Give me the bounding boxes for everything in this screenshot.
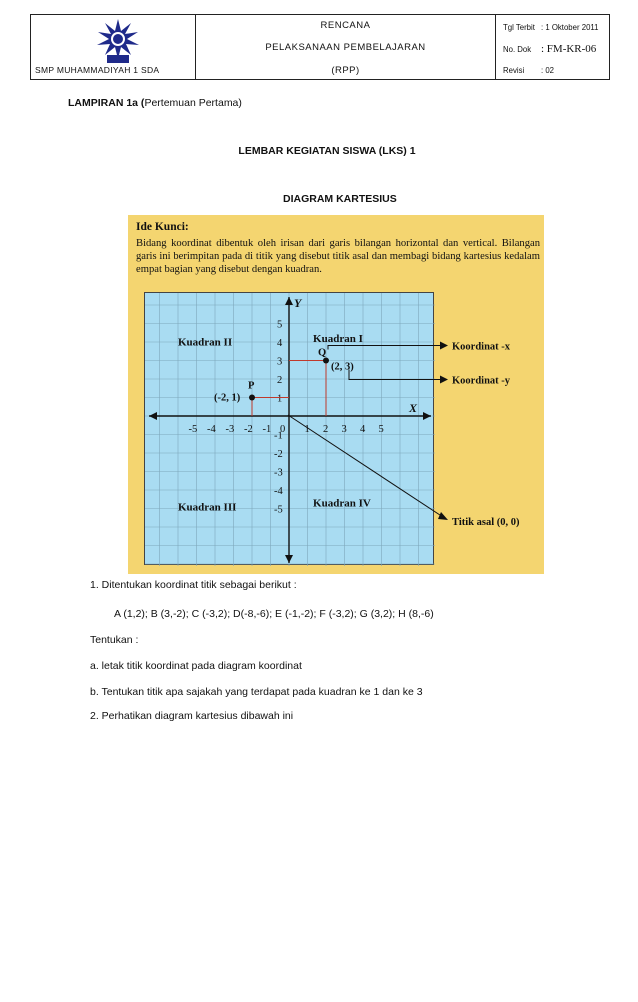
figure-callouts-svg (128, 215, 544, 574)
y-tick-label: 3 (277, 356, 283, 368)
section-title: DIAGRAM KARTESIUS (283, 193, 397, 205)
point-p-label: (-2, 1) (214, 392, 241, 404)
ide-kunci-text: Bidang koordinat dibentuk oleh irisan dari garis bilangan horizontal dan vertical. Bilangan garis ini berimpitan pada di titik yang disebut titik asal dan membagi bidang kartesius kedalam empat bagian yang disebut dengan kuadran. (136, 238, 540, 275)
x-tick-label: 0 (280, 424, 286, 435)
cartesian-figure (128, 215, 544, 574)
question-2: 2. Perhatikan diagram kartesius dibawah ini (90, 710, 294, 722)
y-tick-label: -4 (274, 486, 283, 497)
question-1: 1. Ditentukan koordinat titik sebagai berikut : (90, 579, 297, 591)
lampiran-rest: Pertemuan Pertama) (144, 97, 242, 109)
x-tick-label: 5 (378, 424, 384, 435)
x-tick-label: -3 (225, 424, 235, 435)
callout-x-line (328, 346, 446, 350)
ide-kunci-title: Ide Kunci: (136, 221, 189, 233)
lks-title-text: LEMBAR KEGIATAN SISWA (LKS) 1 (238, 145, 416, 157)
y-tick-label: 4 (277, 338, 283, 349)
question-1b: b. Tentukan titik apa sajakah yang terdapat pada kuadran ke 1 dan ke 3 (90, 686, 423, 698)
y-axis-label: Y (294, 296, 302, 310)
callout-origin-arrow-icon (438, 512, 448, 520)
meta-label: Revisi (503, 66, 525, 75)
lampiran-heading (68, 97, 242, 109)
document-header (30, 14, 610, 80)
x-axis-label: X (409, 401, 418, 415)
header-meta-cell (496, 15, 611, 79)
x-tick-label: -2 (244, 424, 253, 435)
school-logo-icon (93, 17, 143, 65)
x-tick-label: -1 (262, 424, 272, 435)
callout-koordinat-y: Koordinat -y (452, 375, 511, 387)
question-1a: a. letak titik koordinat pada diagram koordinat (90, 660, 302, 672)
x-tick-label: 4 (360, 424, 366, 435)
meta-label: No. Dok (503, 45, 532, 54)
meta-value: : 1 Oktober 2011 (541, 23, 599, 32)
school-name: SMP MUHAMMADIYAH 1 SDA (35, 65, 160, 75)
quadrant-label: Kuadran IV (313, 497, 371, 510)
lks-title (0, 145, 638, 157)
y-tick-label: -2 (274, 449, 283, 460)
y-tick-label: 2 (277, 375, 283, 386)
quadrant-label: Kuadran II (178, 336, 233, 349)
header-title-cell (196, 15, 496, 79)
quadrant-label: Kuadran III (178, 501, 237, 514)
x-tick-label: 2 (323, 424, 329, 435)
callout-origin-line (288, 415, 446, 519)
header-title-line1: RENCANA (320, 20, 371, 31)
header-school-cell (31, 15, 196, 79)
y-tick-label: -5 (274, 504, 283, 516)
y-tick-label: -3 (274, 467, 283, 479)
callout-titik-asal: Titik asal (0, 0) (452, 517, 520, 528)
callout-x-arrow-icon (440, 342, 448, 350)
meta-value: : FM-KR-06 (541, 43, 597, 55)
y-tick-label: 5 (277, 319, 283, 331)
header-title-line2: PELAKSANAAN PEMBELAJARAN (265, 42, 426, 53)
point-p-name: P (248, 380, 255, 392)
point-q-label: (2, 3) (331, 361, 354, 373)
meta-value: : 02 (541, 66, 555, 75)
meta-label: Tgl Terbit (503, 23, 535, 32)
question-1-points: A (1,2); B (3,-2); C (-3,2); D(-8,-6); E (-1,-2); F (-3,2); G (3,2); H (8,-6) (114, 608, 434, 620)
x-tick-label: 1 (304, 424, 310, 435)
quadrant-label: Kuadran I (313, 333, 363, 345)
callout-y-line (349, 370, 446, 380)
meta-tgl-terbit (503, 23, 599, 32)
header-title-line3: (RPP) (331, 65, 360, 76)
meta-no-dok (503, 43, 597, 55)
tentukan-label: Tentukan : (90, 634, 139, 646)
callout-koordinat-x: Koordinat -x (452, 341, 511, 353)
callout-y-arrow-icon (440, 376, 448, 384)
lampiran-bold: LAMPIRAN 1a ( (68, 97, 145, 109)
x-tick-label: 3 (341, 424, 347, 435)
meta-revisi (503, 66, 555, 75)
x-tick-label: -4 (207, 424, 216, 435)
y-tick-label: 1 (277, 393, 283, 405)
y-tick-label: -1 (274, 430, 283, 442)
point-q-name: Q (318, 347, 327, 359)
x-tick-label: -5 (188, 424, 198, 435)
